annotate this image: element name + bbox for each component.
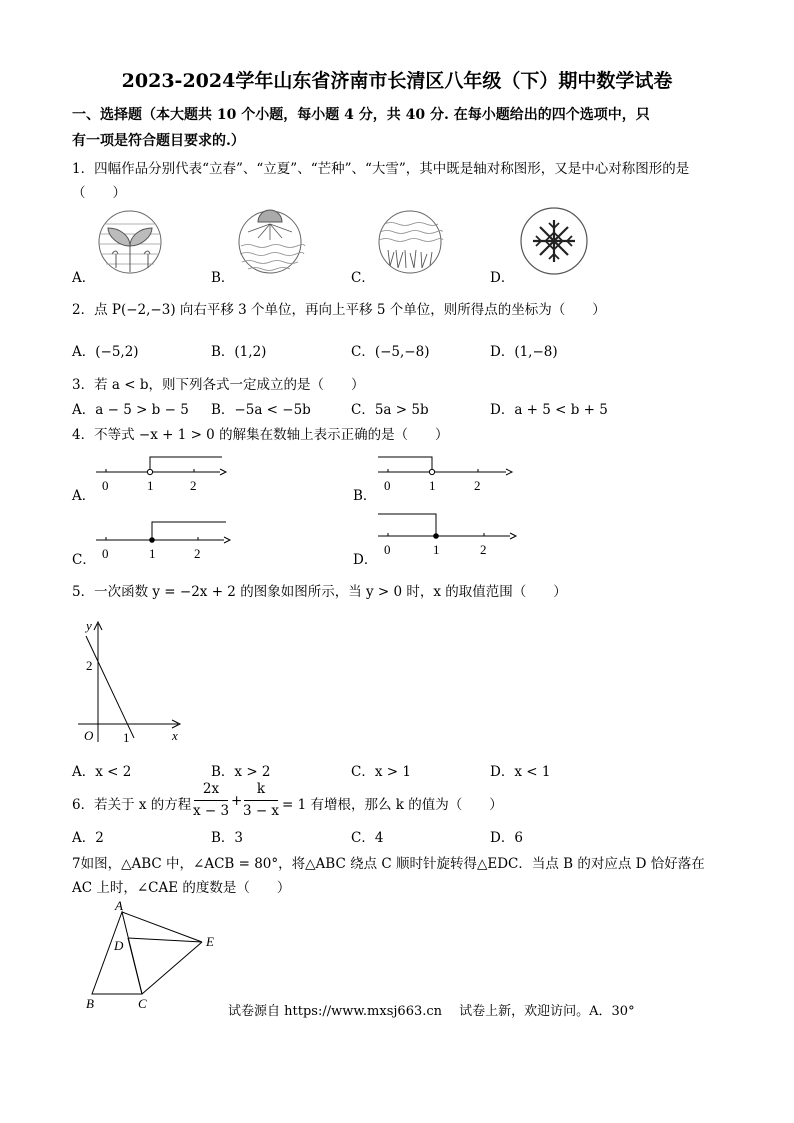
q6-frac1-denominator: x − 3 (192, 803, 230, 819)
section-heading-line1: 一、选择题（本大题共 10 个小题，每小题 4 分，共 40 分. 在每小题给出的四个选项中，只 (72, 107, 650, 123)
y-intercept-label: 2 (86, 658, 93, 673)
q5-stem: 5．一次函数 y = −2x + 2 的图象如图所示，当 y > 0 时，x 的取值范围（ ） (72, 584, 567, 600)
q3-option-a[interactable]: A．a − 5 > b − 5 (72, 402, 189, 418)
tick-label-2: 2 (480, 542, 487, 557)
point-d-label: D (114, 938, 124, 953)
q6-plus: + (231, 793, 243, 809)
mangzhong-image (376, 210, 446, 276)
tick-label-2: 2 (194, 546, 201, 561)
q5-option-d[interactable]: D．x < 1 (490, 764, 551, 780)
q6-frac1-numerator: 2x (202, 781, 220, 797)
q2-option-b[interactable]: B．(1,2) (211, 344, 267, 360)
page-title: 2023-2024学年山东省济南市长清区八年级（下）期中数学试卷 (121, 70, 673, 92)
q3-option-b[interactable]: B．−5a < −5b (211, 402, 311, 418)
footer-source: 试卷源自 https://www.mxsj663.cn 试卷上新，欢迎访问。A．30° (228, 1004, 635, 1019)
lichun-image (96, 210, 166, 276)
q1-option-b[interactable]: B． (211, 270, 235, 286)
tick-label-2: 2 (190, 478, 197, 493)
q3-option-c[interactable]: C．5a > 5b (351, 402, 429, 418)
tick-label-1: 1 (149, 546, 156, 561)
section-heading-line2: 有一项是符合题目要求的.） (72, 133, 245, 149)
number-line-a (96, 452, 226, 496)
tick-label-0: 0 (384, 478, 391, 493)
point-a-label: A (115, 898, 123, 913)
q2-stem: 2．点 P(−2,−3) 向右平移 3 个单位，再向上平移 5 个单位，则所得点的坐标为（ ） (72, 302, 606, 318)
q4-stem: 4．不等式 −x + 1 > 0 的解集在数轴上表示正确的是（ ） (72, 427, 449, 443)
q4-option-a[interactable]: A． (72, 488, 96, 504)
q4-option-d[interactable]: D． (353, 552, 378, 568)
q1-stem-line1: 1．四幅作品分别代表“立春”、“立夏”、“芒种”、“大雪”，其中既是轴对称图形，又是中心对称图形的是 (72, 161, 690, 177)
q6-suffix: = 1 有增根，那么 k 的值为（ ） (282, 797, 503, 813)
tick-label-1: 1 (429, 478, 436, 493)
q6-option-d[interactable]: D．6 (490, 830, 523, 846)
tick-label-0: 0 (102, 546, 109, 561)
tick-label-2: 2 (474, 478, 481, 493)
q5-option-a[interactable]: A．x < 2 (72, 764, 132, 780)
tick-label-0: 0 (384, 542, 391, 557)
q4-option-c[interactable]: C． (72, 552, 96, 568)
q6-option-a[interactable]: A．2 (72, 830, 104, 846)
lixia-image (236, 210, 306, 276)
triangle-figure (84, 900, 224, 1012)
point-c-label: C (138, 996, 147, 1011)
point-b-label: B (86, 996, 94, 1011)
tick-label-1: 1 (147, 478, 154, 493)
linear-function-graph (76, 614, 186, 746)
q1-option-d[interactable]: D． (490, 270, 515, 286)
q2-option-d[interactable]: D．(1,−8) (490, 344, 558, 360)
q6-option-c[interactable]: C．4 (351, 830, 384, 846)
q3-stem: 3．若 a < b，则下列各式一定成立的是（ ） (72, 377, 365, 393)
q1-option-c[interactable]: C． (351, 270, 375, 286)
number-line-c (96, 516, 230, 560)
q2-option-a[interactable]: A．(−5,2) (72, 344, 139, 360)
x-intercept-label: 1 (123, 730, 130, 745)
q6-frac2-denominator: 3 − x (242, 803, 280, 819)
q1-stem-line2: （ ） (72, 185, 126, 201)
q7-stem-line1: 7如图，△ABC 中，∠ACB = 80°，将△ABC 绕点 C 顺时针旋转得△EDC．当点 B 的对应点 D 恰好落在 (72, 856, 705, 872)
q7-stem-line2: AC 上时，∠CAE 的度数是（ ） (72, 880, 291, 896)
q5-option-c[interactable]: C．x > 1 (351, 764, 411, 780)
tick-label-0: 0 (102, 478, 109, 493)
q5-option-b[interactable]: B．x > 2 (211, 764, 271, 780)
daxue-image (518, 206, 590, 276)
q6-option-b[interactable]: B．3 (211, 830, 244, 846)
q6-prefix: 6．若关于 x 的方程 (72, 797, 192, 813)
number-line-d (378, 510, 518, 560)
origin-label: O (84, 728, 94, 743)
q4-option-b[interactable]: B． (353, 488, 377, 504)
q2-option-c[interactable]: C．(−5,−8) (351, 344, 430, 360)
q6-frac2-numerator: k (256, 781, 266, 797)
point-e-label: E (206, 934, 214, 949)
number-line-b (378, 452, 512, 496)
q1-option-a[interactable]: A． (72, 270, 96, 286)
tick-label-1: 1 (433, 542, 440, 557)
y-axis-label: y (86, 618, 92, 633)
q3-option-d[interactable]: D．a + 5 < b + 5 (490, 402, 608, 418)
x-axis-label: x (172, 728, 178, 743)
